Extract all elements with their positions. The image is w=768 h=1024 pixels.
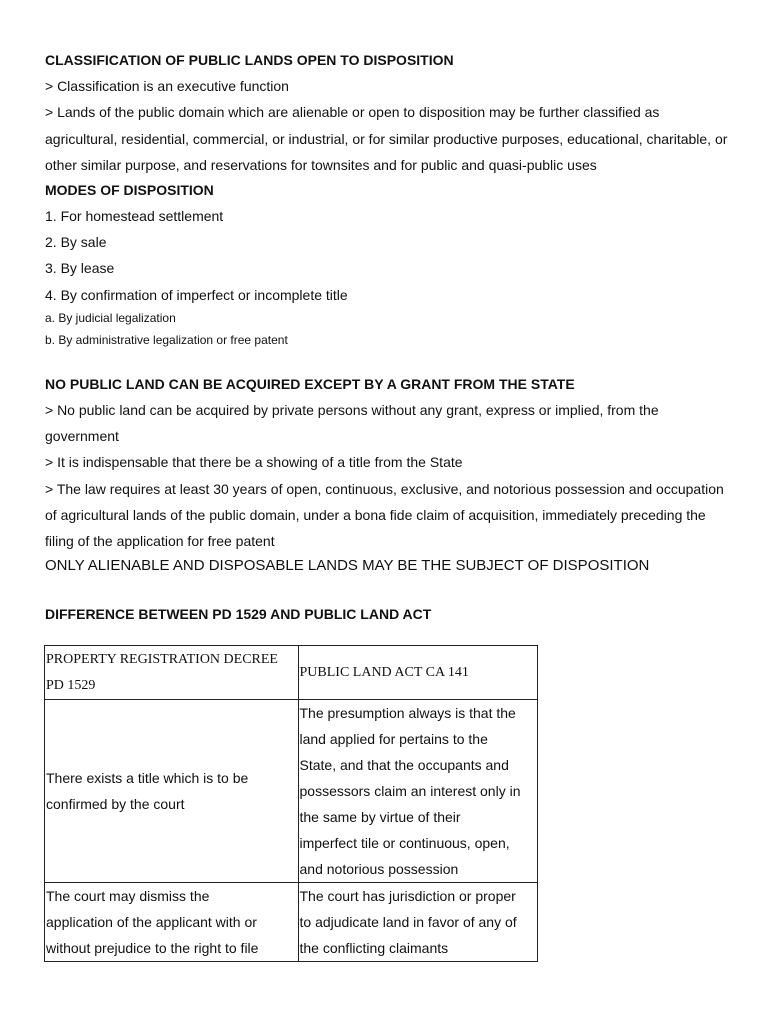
list-item: 2. By sale bbox=[45, 234, 107, 250]
cell-line: without prejudice to the right to file bbox=[46, 940, 259, 956]
paragraph-line: > Classification is an executive function bbox=[45, 78, 289, 94]
cell-line: the conflicting claimants bbox=[299, 940, 449, 956]
paragraph-line: > No public land can be acquired by private persons without any grant, express or implied, from the bbox=[45, 402, 659, 418]
paragraph-line: of agricultural lands of the public domain, under a bona fide claim of acquisition, immediately preceding the bbox=[45, 507, 706, 523]
heading-no-public-land: NO PUBLIC LAND CAN BE ACQUIRED EXCEPT BY A GRANT FROM THE STATE bbox=[45, 376, 575, 392]
cell-line: The presumption always is that the bbox=[299, 705, 516, 721]
paragraph-line: filing of the application for free patent bbox=[45, 533, 275, 549]
paragraph-line: agricultural, residential, commercial, or industrial, or for similar productive purposes, educational, charitable, or bbox=[45, 131, 728, 147]
table-cell bbox=[298, 883, 538, 962]
cell-line: land applied for pertains to the bbox=[299, 731, 488, 747]
cell-line: imperfect tile or continuous, open, bbox=[299, 835, 510, 851]
comparison-table bbox=[44, 645, 538, 962]
table-row bbox=[45, 700, 538, 883]
table-row bbox=[45, 883, 538, 962]
table-cell bbox=[298, 700, 538, 883]
paragraph-line: government bbox=[45, 428, 119, 444]
paragraph-line: > The law requires at least 30 years of open, continuous, exclusive, and notorious possession and occupation bbox=[45, 481, 724, 497]
cell-line: PROPERTY REGISTRATION DECREE bbox=[46, 651, 278, 667]
paragraph-line: > It is indispensable that there be a showing of a title from the State bbox=[45, 454, 463, 470]
cell-line: The court has jurisdiction or proper bbox=[299, 888, 516, 904]
cell-line: There exists a title which is to be bbox=[46, 770, 249, 786]
heading-difference: DIFFERENCE BETWEEN PD 1529 AND PUBLIC LAND ACT bbox=[45, 606, 432, 622]
cell-line: the same by virtue of their bbox=[299, 809, 461, 825]
cell-line: PD 1529 bbox=[46, 677, 96, 693]
cell-line: The court may dismiss the bbox=[46, 888, 210, 904]
heading-modes: MODES OF DISPOSITION bbox=[45, 182, 214, 198]
table-cell bbox=[45, 700, 299, 883]
paragraph-line: > Lands of the public domain which are alienable or open to disposition may be further classified as bbox=[45, 104, 660, 120]
heading-classification: CLASSIFICATION OF PUBLIC LANDS OPEN TO DISPOSITION bbox=[45, 52, 454, 68]
cell-line: PUBLIC LAND ACT CA 141 bbox=[299, 664, 469, 680]
list-item: 4. By confirmation of imperfect or incomplete title bbox=[45, 287, 348, 303]
cell-line: application of the applicant with or bbox=[46, 914, 257, 930]
cell-line: and notorious possession bbox=[299, 861, 459, 877]
sub-list-item: a. By judicial legalization bbox=[45, 311, 176, 325]
list-item: 3. By lease bbox=[45, 260, 115, 276]
header-cell-pd1529 bbox=[45, 646, 299, 700]
cell-line: possessors claim an interest only in bbox=[299, 783, 521, 799]
list-item: 1. For homestead settlement bbox=[45, 208, 224, 224]
paragraph-line: other similar purpose, and reservations for townsites and for public and quasi-public uses bbox=[45, 157, 597, 173]
sub-list-item: b. By administrative legalization or free patent bbox=[45, 333, 288, 347]
cell-line: State, and that the occupants and bbox=[299, 757, 509, 773]
cell-line: to adjudicate land in favor of any of bbox=[299, 914, 517, 930]
emphasis-note: ONLY ALIENABLE AND DISPOSABLE LANDS MAY BE THE SUBJECT OF DISPOSITION bbox=[45, 557, 650, 574]
header-cell-ca141 bbox=[298, 646, 538, 700]
cell-line: confirmed by the court bbox=[46, 796, 185, 812]
table-cell bbox=[45, 883, 299, 962]
table-header-row bbox=[45, 646, 538, 700]
